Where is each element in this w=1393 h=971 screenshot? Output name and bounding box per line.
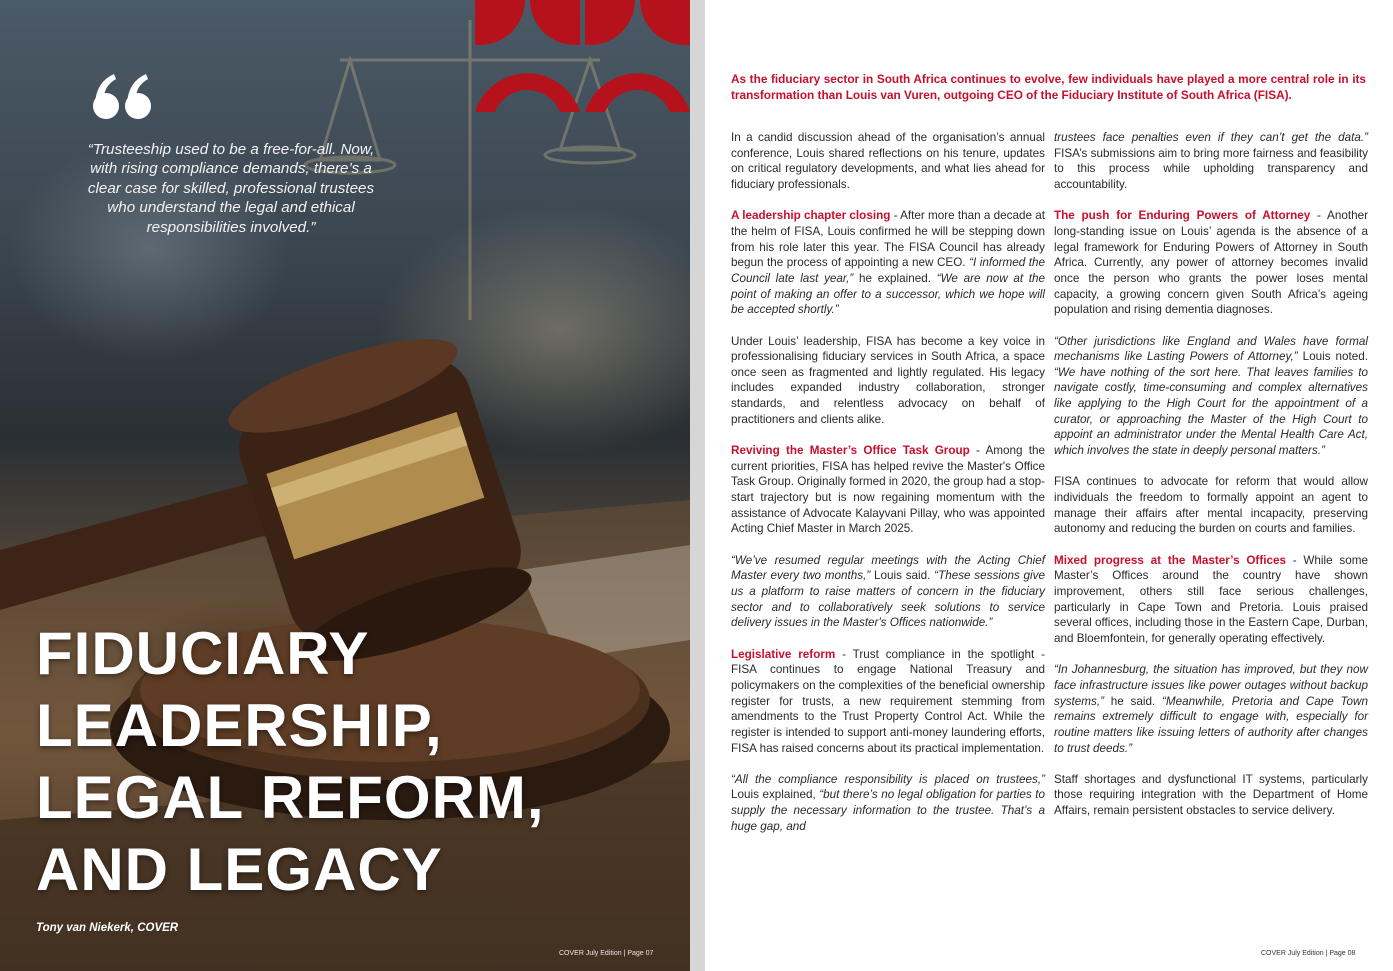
quote-text: “but there’s no legal obligation for parties to supply the necessary information to the trustee. That’s a huge gap, and — [731, 788, 1045, 833]
paragraph-text: Louis said. — [870, 569, 935, 583]
text-column-1 — [731, 130, 1045, 850]
paragraph: FISA continues to advocate for reform that would allow individuals the freedom to formally appoint an agent to manage their affairs after mental incapacity, preserving autonomy and reducing the burden on courts and families. — [1054, 475, 1368, 536]
page-folio: COVER July Edition | Page 07 — [559, 950, 654, 957]
quote-text: “Other jurisdictions like England and Wales have formal mechanisms like Lasting Powers of Attorney,” — [1054, 334, 1368, 364]
section-heading: The push for Enduring Powers of Attorney — [1054, 209, 1311, 223]
paragraph: Under Louis’ leadership, FISA has become a key voice in professionalising fiduciary services in South Africa, a space once seen as fragmented and lightly regulated. His legacy includes expanded industry collaboration, stronger standards, and relentless advocacy on behalf of practitioners and clients alike. — [731, 334, 1045, 426]
paragraph: In a candid discussion ahead of the organisation’s annual conference, Louis shared reflections on his tenure, updates on critical regulatory developments, and what lies ahead for fiduciary professionals. — [731, 131, 1045, 191]
quote-text: “We are now at the point of making an offer to a successor, which we hope will be accepted shortly.” — [731, 271, 1046, 317]
paragraph — [1054, 208, 1368, 318]
quote-text: “I informed the Council late last year,” — [731, 256, 1045, 285]
paragraph: Staff shortages and dysfunctional IT systems, particularly those requiring integration with the Department of Home Affairs, remain persistent obstacles to service delivery. — [1054, 772, 1368, 818]
quote-mark-icon — [92, 72, 154, 122]
paragraph — [1054, 662, 1368, 756]
headline-line: LEADERSHIP, — [36, 692, 443, 759]
headline-line: LEGAL REFORM, — [36, 764, 545, 831]
left-page — [0, 0, 690, 971]
paragraph — [731, 553, 1045, 631]
right-page — [705, 0, 1393, 971]
quote-text: “We’ve resumed regular meetings with the Acting Chief Master every two months,” — [731, 553, 1045, 583]
section-heading: Mixed progress at the Master’s Offices — [1054, 553, 1286, 567]
paragraph-text: - Another long-standing issue on Louis’ agenda is the absence of a legal framework for Enduring Powers of Attorney in South Africa. Currently, any power of attorney becomes invalid once the person who grants the power loses mental capacity, a growing concern given South Africa’s ageing population and rising dementia diagnoses. — [1054, 209, 1368, 317]
quote-text: “These sessions give us a platform to raise matters of concern in the fiduciary sector and to collaboratively seek solutions to service delivery issues in the Master's Offices nationwide.” — [731, 569, 1045, 630]
section-heading: Legislative reform — [731, 647, 836, 661]
paragraph — [731, 772, 1045, 835]
pull-quote: “Trusteeship used to be a free-for-all. Now, with rising compliance demands, there’s a clear case for skilled, professional trustees who understand the legal and ethical responsibilities involved.” — [87, 141, 375, 236]
paragraph-text: he explained. — [853, 271, 937, 285]
paragraph-text: Louis explained, — [731, 788, 820, 802]
headline-line: AND LEGACY — [36, 836, 443, 903]
quote-text: “Meanwhile, Pretoria and Cape Town remains extremely difficult to engage with, especially for routine matters like issuing letters of authority after changes to trust deeds.” — [1054, 694, 1368, 755]
article-headline — [36, 618, 676, 906]
quote-text: “In Johannesburg, the situation has improved, but they now face infrastructure issues like power outages without backup systems,” — [1054, 663, 1368, 708]
paragraph — [731, 208, 1045, 318]
section-heading: Reviving the Master’s Office Task Group — [731, 444, 970, 458]
paragraph — [731, 443, 1045, 537]
text-column-2 — [1054, 130, 1368, 834]
paragraph-text: - Trust compliance in the spotlight - FISA continues to engage National Treasury and policymakers on the complexities of the beneficial ownership register for trusts, a new requirement stemming from amendments to the Trust Property Control Act. While the register is intended to support anti-money laundering efforts, FISA has raised concerns about its practical implementation. — [731, 647, 1046, 755]
paragraph-text: FISA’s submissions aim to bring more fairness and feasibility to this process while upholding transparency and accountability. — [1054, 146, 1368, 191]
paragraph-text: - Among the current priorities, FISA has helped revive the Master's Office Task Group. Originally formed in 2020, the group had a stop-start trajectory but is now regaining momentum with the assistance of Advocate Kalayvani Pillay, who was appointed Acting Chief Master in March 2025. — [731, 444, 1045, 536]
article-lede: As the fiduciary sector in South Africa continues to evolve, few individuals have played a more central role in its transformation than Louis van Vuren, outgoing CEO of the Fiduciary Institute of South Africa (FISA). — [731, 72, 1366, 102]
paragraph — [1054, 334, 1368, 459]
paragraph-text: - After more than a decade at the helm of FISA, Louis confirmed he will be stepping down from his role later this year. The FISA Council has already begun the process of appointing a new CEO. — [731, 209, 1046, 270]
paragraph — [1054, 130, 1368, 193]
quote-text: “We have nothing of the sort here. That leaves families to navigate costly, time-consuming and complex alternatives like applying to the High Court for the appointment of a curator, or approaching the Master of the High Court to appoint an administrator under the Mental Health Care Act, which involves the state in deeply personal matters.” — [1054, 365, 1368, 458]
byline: Tony van Niekerk, COVER — [36, 922, 179, 934]
headline-line: FIDUCIARY — [36, 620, 370, 687]
paragraph — [731, 647, 1045, 757]
page-folio: COVER July Edition | Page 08 — [1261, 950, 1356, 957]
quote-text: “All the compliance responsibility is placed on trustees,” — [731, 772, 1045, 786]
paragraph-text: Louis noted. — [1297, 350, 1368, 364]
paragraph-text: he said. — [1104, 694, 1163, 708]
paragraph-text: - While some Master’s Offices around the country have shown improvement, others still face serious challenges, particularly in Cape Town and Pretoria. Louis praised several offices, including those in the Eastern Cape, Durban, and Bloemfontein, for generally operating effectively. — [1054, 553, 1368, 645]
paragraph — [1054, 553, 1368, 647]
quote-text: trustees face penalties even if they can’t get the data.” — [1054, 131, 1368, 144]
brand-logo-icon — [470, 0, 690, 115]
section-heading: A leadership chapter closing — [731, 209, 891, 223]
